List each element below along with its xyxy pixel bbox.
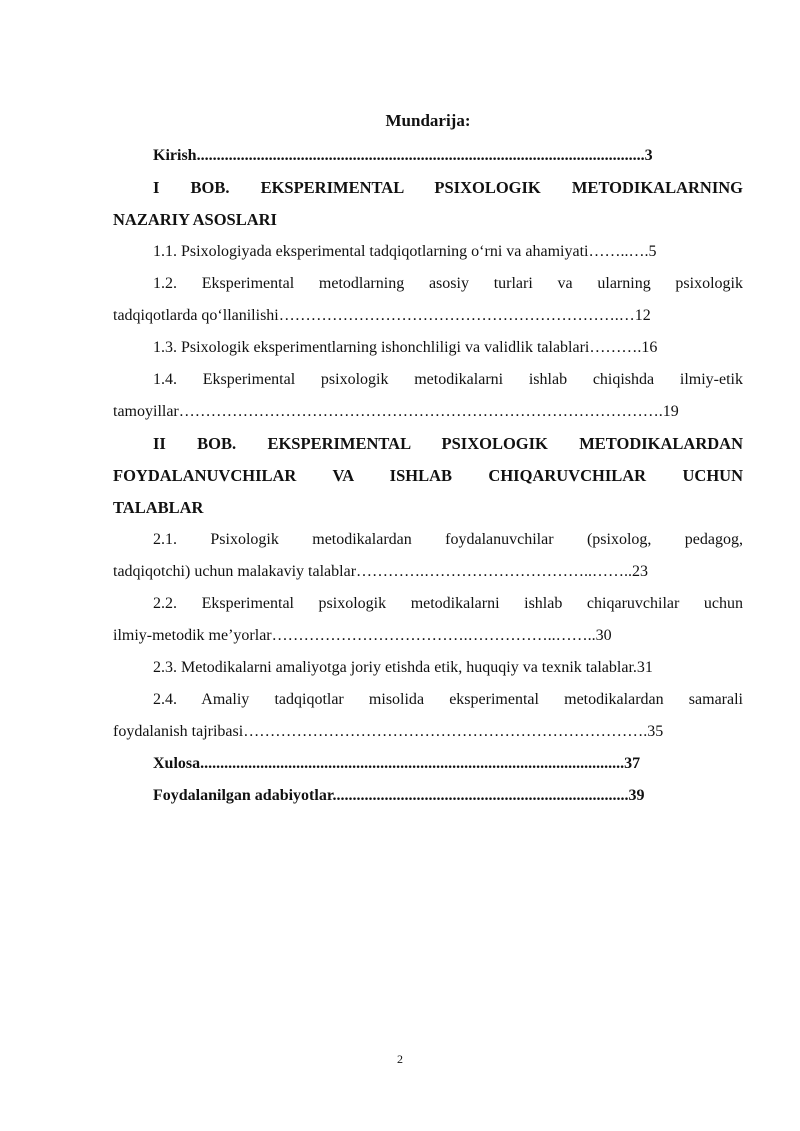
table-of-contents xyxy=(113,106,743,812)
toc-entry-1-3: 1.3. Psixologik eksperimentlarning ishonchliligi va validlik talablari……….16 xyxy=(153,339,658,356)
toc-entry-1-4-line-2: tamoyillar……………………………………………………………………………….19 xyxy=(113,403,679,420)
toc-entry-2-2-line-1: 2.2. Eksperimental psixologik metodikalarni ishlab chiqaruvchilar uchun xyxy=(153,595,743,612)
toc-chapter-1-line-1: I BOB. EKSPERIMENTAL PSIXOLOGIK METODIKALARNING xyxy=(153,178,743,197)
toc-entry-1-2-line-2: tadqiqotlarda qo‘llanilishi……………………………………………………….…12 xyxy=(113,307,651,324)
page-number: 2 xyxy=(397,1052,403,1066)
toc-entry-2-4-line-2: foydalanish tajribasi………………………………………………………………….35 xyxy=(113,723,664,740)
toc-entry-2-1-line-1: 2.1. Psixologik metodikalardan foydalanuvchilar (psixolog, pedagog, xyxy=(153,531,743,548)
toc-chapter-1-line-2: NAZARIY ASOSLARI xyxy=(113,210,277,229)
toc-entry-1-2-line-1: 1.2. Eksperimental metodlarning asosiy turlari va ularning psixologik xyxy=(153,275,743,292)
toc-entry-2-1-line-2: tadqiqotchi) uchun malakaviy talablar………….…………………………..……..23 xyxy=(113,563,649,580)
toc-title: Mundarija: xyxy=(385,111,471,130)
toc-entry-2-3: 2.3. Metodikalarni amaliyotga joriy etishda etik, huquqiy va texnik talablar.31 xyxy=(153,659,653,676)
toc-entry-1-1: 1.1. Psixologiyada eksperimental tadqiqotlarning o‘rni va ahamiyati……..….5 xyxy=(153,243,657,260)
toc-chapter-2-line-2: FOYDALANUVCHILAR VA ISHLAB CHIQARUVCHILAR UCHUN xyxy=(113,466,743,485)
toc-entry-adabiyotlar: Foydalanilgan adabiyotlar..........................................................................39 xyxy=(153,787,645,804)
toc-entry-xulosa: Xulosa..........................................................................................................37 xyxy=(153,755,641,772)
toc-entry-2-2-line-2: ilmiy-metodik me’yorlar……………………………….……………..……..30 xyxy=(113,627,612,644)
toc-chapter-2-line-3: TALABLAR xyxy=(113,498,204,517)
toc-entry-1-4-line-1: 1.4. Eksperimental psixologik metodikalarni ishlab chiqishda ilmiy-etik xyxy=(153,371,743,388)
toc-entry-kirish: Kirish................................................................................................................3 xyxy=(153,147,653,164)
toc-entry-2-4-line-1: 2.4. Amaliy tadqiqotlar misolida eksperimental metodikalardan samarali xyxy=(153,691,743,708)
toc-chapter-2-line-1: II BOB. EKSPERIMENTAL PSIXOLOGIK METODIKALARDAN xyxy=(153,434,743,453)
